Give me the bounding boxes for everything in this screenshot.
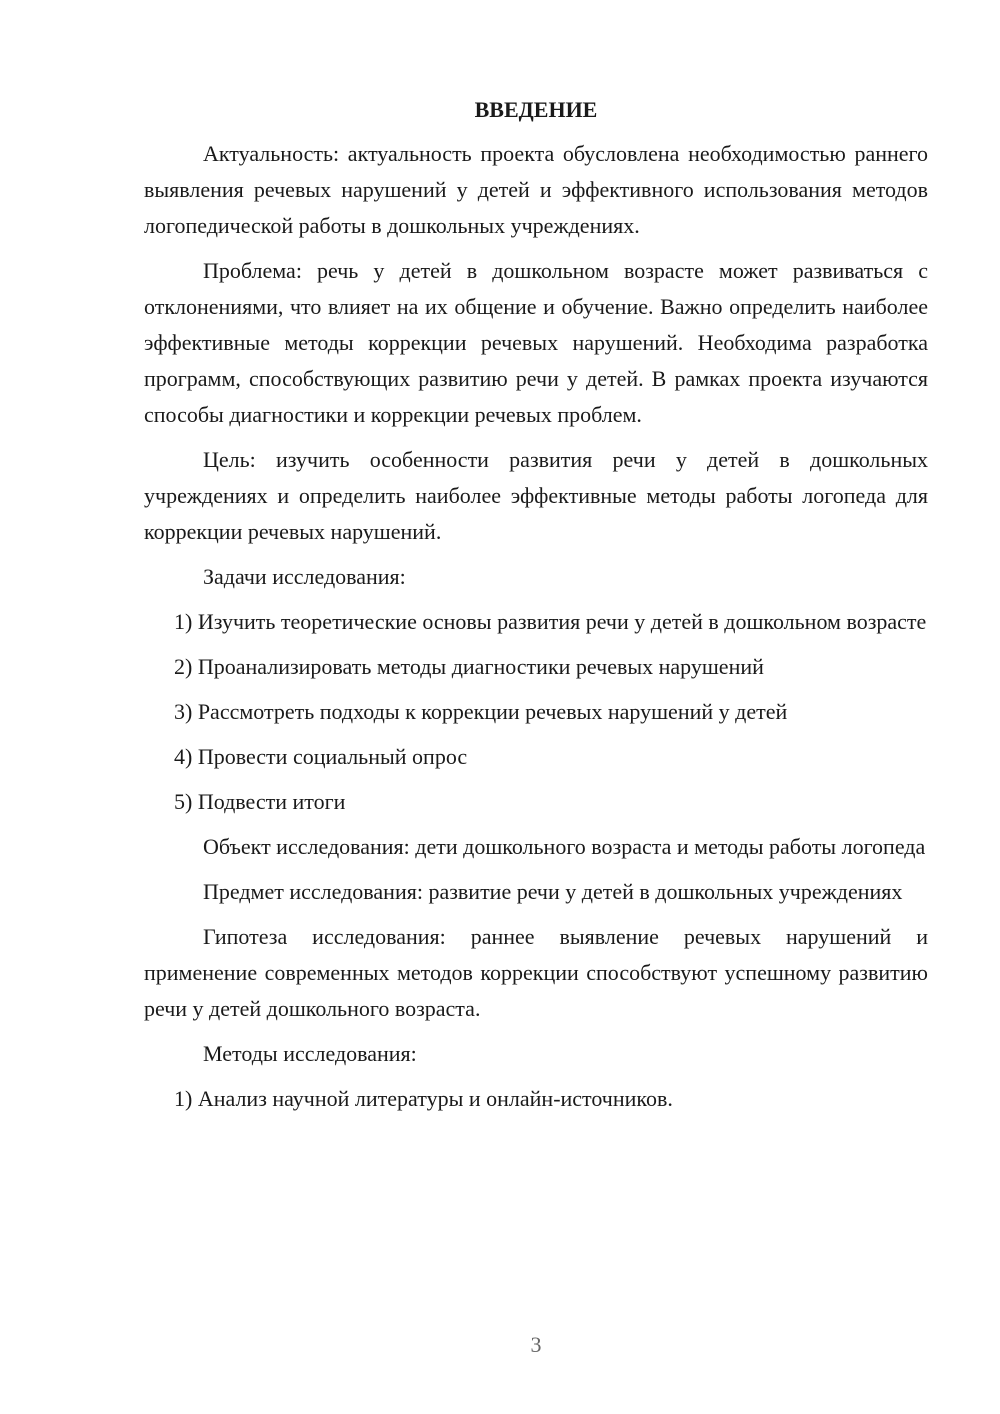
problem-paragraph: Проблема: речь у детей в дошкольном возрасте может развиваться с отклонениями, что влияет на их общение и обучение. Важно определить наиболее эффективные методы коррекции речевых нарушений. Необходима разработка программ, способствующих развитию речи у детей. В рамках проекта изучаются способы диагностики и коррекции речевых проблем. <box>144 258 928 427</box>
subject-paragraph: Предмет исследования: развитие речи у детей в дошкольных учреждениях <box>203 879 903 904</box>
task-item: 3) Рассмотреть подходы к коррекции речевых нарушений у детей <box>174 699 788 724</box>
relevance-paragraph: Актуальность: актуальность проекта обусловлена необходимостью раннего выявления речевых нарушений у детей и эффективного использования методов логопедической работы в дошкольных учреждениях. <box>144 141 928 238</box>
document-body <box>144 92 928 1126</box>
goal-paragraph: Цель: изучить особенности развития речи у детей в дошкольных учреждениях и определить наиболее эффективные методы работы логопеда для коррекции речевых нарушений. <box>144 447 928 544</box>
task-item: 2) Проанализировать методы диагностики речевых нарушений <box>174 654 764 679</box>
hypothesis-paragraph: Гипотеза исследования: раннее выявление речевых нарушений и применение современных методов коррекции способствуют успешному развитию речи у детей дошкольного возраста. <box>144 924 928 1021</box>
methods-heading: Методы исследования: <box>203 1041 417 1066</box>
task-item: 5) Подвести итоги <box>174 789 346 814</box>
page-title: ВВЕДЕНИЕ <box>474 97 598 122</box>
object-paragraph: Объект исследования: дети дошкольного возраста и методы работы логопеда <box>203 834 926 859</box>
page-number: 3 <box>530 1332 542 1357</box>
tasks-heading: Задачи исследования: <box>203 564 406 589</box>
task-item: 4) Провести социальный опрос <box>174 744 468 769</box>
method-item: 1) Анализ научной литературы и онлайн-источников. <box>174 1086 673 1111</box>
task-item: 1) Изучить теоретические основы развития речи у детей в дошкольном возрасте <box>174 609 927 634</box>
